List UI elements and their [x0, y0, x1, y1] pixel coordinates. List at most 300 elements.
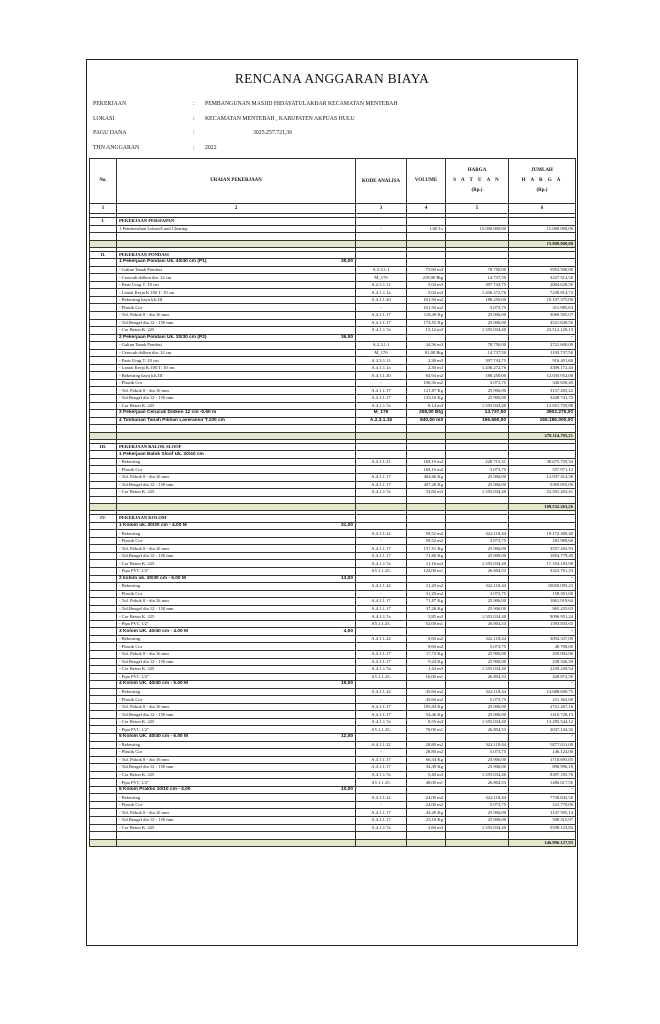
item-total: - — [509, 786, 576, 794]
item-total: 1854.779,49 — [509, 552, 576, 560]
item-code: - — [356, 643, 407, 651]
item-unit-price: 25.906,00 — [446, 817, 509, 825]
table-row — [90, 225, 576, 233]
item-total: 19.172.489,40 — [509, 530, 576, 538]
item-unit-price: 25.906,00 — [446, 552, 509, 560]
item-unit-price — [446, 522, 509, 530]
item-total: 19.107.375,00 — [509, 296, 576, 304]
table-body — [90, 214, 576, 847]
item-unit-price: 78.750,00 — [446, 266, 509, 274]
table-row — [90, 372, 576, 380]
item-code: M_176 — [356, 349, 407, 357]
item-volume — [407, 628, 446, 636]
item-description: 4 Kolom UK. 40/40 cm - 5.00 M 19,00 — [117, 681, 356, 689]
item-unit-price: 1.555.034,40 — [446, 489, 509, 497]
table-row — [90, 756, 576, 764]
item-code: A5.1.1.25. — [356, 726, 407, 734]
item-volume: 8,55 m3 — [407, 718, 446, 726]
section-total-row — [90, 504, 576, 511]
item-volume: 52,00 m1 — [407, 620, 446, 628]
item-volume: 63,94 m2 — [407, 372, 446, 380]
item-code: - — [356, 537, 407, 545]
item-quantity: 36,00 — [340, 334, 353, 340]
item-quantity: 12,00 — [340, 734, 353, 740]
item-code: A5.1.1.25. — [356, 673, 407, 681]
table-row — [90, 794, 576, 802]
item-code: A.4.1.1.17 — [356, 312, 407, 320]
subsection-row — [90, 522, 576, 530]
item-unit-price — [446, 681, 509, 689]
item-code: A.4.1.1.22 — [356, 741, 407, 749]
section-header — [90, 515, 576, 523]
table-row — [90, 281, 576, 289]
item-unit-price: 228.715,31 — [446, 458, 509, 466]
subsection-row — [90, 575, 576, 583]
table-row — [90, 605, 576, 613]
table-row — [90, 620, 576, 628]
item-unit-price: 322.118,44 — [446, 635, 509, 643]
item-unit-price: 25.906,00 — [446, 756, 509, 764]
item-unit-price: 1.555.034,40 — [446, 613, 509, 621]
item-volume: 48,00 m1 — [407, 779, 446, 787]
table-row — [90, 711, 576, 719]
item-total: 12.037.414,38 — [509, 473, 576, 481]
item-volume: 101,50 m2 — [407, 304, 446, 312]
item-unit-price: 1.436.272,76 — [446, 289, 509, 297]
item-description: - Pasir Urug T. 10 cm — [117, 357, 356, 365]
item-description: - Bekesting kayu kls III — [117, 296, 356, 304]
table-row — [90, 583, 576, 591]
item-description: - Lantai Kerja K.100 T. 10 cm — [117, 289, 356, 297]
table-row — [90, 613, 576, 621]
item-unit-price: 3.073,75 — [446, 304, 509, 312]
item-volume: 71,60 Kg — [407, 552, 446, 560]
table-row — [90, 319, 576, 327]
item-description: - Bekesting — [117, 458, 356, 466]
item-volume: 45,60 m2 — [407, 696, 446, 704]
item-description: - Pipa PVC 1/2" — [117, 726, 356, 734]
item-description: - Tul. Pokok 8 - dia 16 mm — [117, 598, 356, 606]
item-unit-price: 25.906,00 — [446, 481, 509, 489]
item-total: 5369.855,00 — [509, 481, 576, 489]
table-row — [90, 289, 576, 297]
item-description: 1 Pembersihan Lokasi/Land Clearing — [117, 225, 356, 233]
item-code: - — [356, 466, 407, 474]
item-volume: 31,20 m2 — [407, 590, 446, 598]
table-row — [90, 266, 576, 274]
item-description: - Galian Tanah Pondasi — [117, 266, 356, 274]
item-code: - — [356, 379, 407, 387]
table-row — [90, 473, 576, 481]
item-unit-price: 14.737,50 — [446, 410, 509, 418]
item-code: A.4.1.1.17 — [356, 481, 407, 489]
item-description: - Tul.Beugel dia 12 - 150 mm — [117, 605, 356, 613]
item-total: 23.512.120,13 — [509, 327, 576, 335]
blank-row — [90, 832, 576, 840]
section-title: PEKERJAAN BALOK SLOOF — [117, 443, 356, 451]
item-unit-price — [446, 734, 509, 742]
item-volume: 9,60 m2 — [407, 635, 446, 643]
item-total: 1718.695,05 — [509, 756, 576, 764]
item-total: 3323.761,33 — [509, 567, 576, 575]
item-description: - Pipa PVC 1/2" — [117, 567, 356, 575]
item-total: 3309.172,44 — [509, 364, 576, 372]
item-total: 52.591.263,41 — [509, 489, 576, 497]
item-code: A.4.1.1.17 — [356, 711, 407, 719]
item-description: - Tul. Pokok 8 - dia 16 mm — [117, 473, 356, 481]
item-unit-price: 26.804,53 — [446, 779, 509, 787]
table-row — [90, 703, 576, 711]
item-volume — [407, 575, 446, 583]
item-code: A.4.1.1.17 — [356, 319, 407, 327]
item-code: A.4.1.1.22 — [356, 688, 407, 696]
subsection-row — [90, 417, 576, 425]
item-total: 916.401,60 — [509, 357, 576, 365]
table-row — [90, 349, 576, 357]
item-total: 239.326,39 — [509, 658, 576, 666]
item-unit-price: 322.118,44 — [446, 583, 509, 591]
item-code: A.4.1.1.17 — [356, 387, 407, 395]
item-unit-price — [446, 259, 509, 267]
item-volume: 11,16 m3 — [407, 560, 446, 568]
item-total: 7730.842,50 — [509, 794, 576, 802]
blank-row — [90, 233, 576, 241]
item-unit-price: 25.906,00 — [446, 395, 509, 403]
table-row — [90, 673, 576, 681]
section-number: III. — [90, 443, 117, 451]
item-total: 311.985,63 — [509, 304, 576, 312]
item-code: M_176 — [356, 274, 407, 282]
item-volume: 59,52 m2 — [407, 537, 446, 545]
subsection-row — [90, 410, 576, 418]
table-row — [90, 274, 576, 282]
table-row — [90, 741, 576, 749]
item-volume — [407, 681, 446, 689]
item-unit-price: 25.906,00 — [446, 312, 509, 320]
table-row — [90, 387, 576, 395]
item-volume: 54,46 Kg — [407, 711, 446, 719]
item-description: - Plastik Cor — [117, 304, 356, 312]
item-unit-price: 1.555.034,40 — [446, 824, 509, 832]
item-volume: 133,16 Kg — [407, 395, 446, 403]
item-code — [356, 334, 407, 342]
item-total: 7238.814,72 — [509, 289, 576, 297]
item-volume: 44,29 Kg — [407, 809, 446, 817]
item-unit-price: 188.250,00 — [446, 296, 509, 304]
table-row — [90, 466, 576, 474]
table-row — [90, 801, 576, 809]
item-unit-price: 25.906,00 — [446, 809, 509, 817]
item-total: 3802.275,00 — [509, 410, 576, 418]
table-row — [90, 458, 576, 466]
item-code: A.4.1.1.1a — [356, 364, 407, 372]
item-code: A.4.1.1.7a — [356, 613, 407, 621]
item-volume: 5,04 m3 — [407, 289, 446, 297]
section-number: I. — [90, 218, 117, 226]
item-total: 890.996,18 — [509, 764, 576, 772]
item-code: - — [356, 304, 407, 312]
item-description: - Tul.Beugel dia 12 - 150 mm — [117, 552, 356, 560]
item-volume: 1,44 m3 — [407, 666, 446, 674]
item-code: A.4.1.1.17 — [356, 545, 407, 553]
item-description: - Cor Beton K. 225 — [117, 718, 356, 726]
item-unit-price — [446, 575, 509, 583]
item-description: - Tul.Beugel dia 12 - 150 mm — [117, 764, 356, 772]
item-total: 165.186.000,00 — [509, 417, 576, 425]
section-total: 15.000.000,00 — [509, 240, 576, 247]
item-volume: 9,60 m2 — [407, 643, 446, 651]
item-unit-price: 322.118,44 — [446, 794, 509, 802]
item-unit-price: 322.118,44 — [446, 688, 509, 696]
item-volume: 219,00 Btg — [407, 274, 446, 282]
table-row — [90, 718, 576, 726]
table-row — [90, 537, 576, 545]
section-total-row — [90, 432, 576, 439]
item-volume: 9,24 Kg — [407, 658, 446, 666]
item-total: 1393.835,65 — [509, 620, 576, 628]
item-volume: 3,60 m3 — [407, 824, 446, 832]
item-total: 38.675.759,34 — [509, 458, 576, 466]
item-total: 14.688.600,75 — [509, 688, 576, 696]
item-volume: 34,56 m3 — [407, 342, 446, 350]
table-row — [90, 658, 576, 666]
item-unit-price — [446, 451, 509, 459]
table-row — [90, 635, 576, 643]
item-volume: 81,00 Btg — [407, 349, 446, 357]
item-code — [356, 734, 407, 742]
item-description: - Tul.Beugel dia 12 - 150 mm — [117, 711, 356, 719]
item-code: - — [356, 590, 407, 598]
item-total: 5953.500,00 — [509, 266, 576, 274]
item-total: 3092.337,00 — [509, 635, 576, 643]
item-code: A.4.1.1.17 — [356, 756, 407, 764]
item-description: 5 Kolom UK. 40/40 cm - 6.00 M 12,00 — [117, 734, 356, 742]
item-quantity: 10,00 — [340, 787, 353, 793]
item-volume: 124,00 m1 — [407, 567, 446, 575]
info-lokasi: LOKASI : KECAMATAN MENTEBAH , KABUPATEN AKPUAS HULU — [93, 116, 355, 122]
item-unit-price: 397.743,75 — [446, 357, 509, 365]
item-volume — [407, 451, 446, 459]
table-row — [90, 726, 576, 734]
item-unit-price: 25.906,00 — [446, 598, 509, 606]
item-description: - Tul. Pokok 8 - dia 16 mm — [117, 545, 356, 553]
item-volume: 17,72 Kg — [407, 650, 446, 658]
item-code: A.4.1.1.17 — [356, 395, 407, 403]
item-code: A.4.1.1.17 — [356, 703, 407, 711]
subsection-row — [90, 259, 576, 267]
col-uraian: URAIAN PEKERJAAN — [117, 159, 356, 204]
item-code: A.4.1.1.17 — [356, 817, 407, 825]
item-unit-price: 25.906,00 — [446, 545, 509, 553]
item-description: 1 Pekerjaan Pondasi Uk. 40/40 cm (P1) 35,00 — [117, 259, 356, 267]
item-unit-price: 322.118,44 — [446, 530, 509, 538]
item-description: 1 Pekerjaan Balok Sloof Uk. 20/40 cm — [117, 451, 356, 459]
item-volume: 5,85 m3 — [407, 613, 446, 621]
item-total: - — [509, 734, 576, 742]
item-unit-price: 25.906,00 — [446, 387, 509, 395]
table-row — [90, 357, 576, 365]
item-code: A.4.1.1.1a — [356, 289, 407, 297]
item-code: A.4.1.1.7a — [356, 718, 407, 726]
item-volume: 31,20 m2 — [407, 583, 446, 591]
item-code: A.4.1.1.22 — [356, 635, 407, 643]
item-total: 2004.628,50 — [509, 281, 576, 289]
item-code — [356, 681, 407, 689]
item-description: - Cor Beton K. 225 — [117, 402, 356, 410]
table-row — [90, 666, 576, 674]
item-description: - Bekesting — [117, 688, 356, 696]
item-description: - Cor Beton K. 225 — [117, 489, 356, 497]
info-pagu-dana: PAGU DANA : 3025.257.721,36 — [93, 130, 293, 136]
item-unit-price: 25.906,00 — [446, 658, 509, 666]
item-volume: 8,14 m3 — [407, 402, 446, 410]
table-row — [90, 688, 576, 696]
item-total — [509, 522, 576, 530]
item-unit-price: 26.804,53 — [446, 620, 509, 628]
item-total: 181.989,60 — [509, 537, 576, 545]
item-unit-price — [446, 786, 509, 794]
item-volume: 33,82 m3 — [407, 489, 446, 497]
item-description: - Bekesting kayu kls III — [117, 372, 356, 380]
item-total: 9277.011,00 — [509, 741, 576, 749]
item-volume — [407, 259, 446, 267]
blank-row — [90, 496, 576, 504]
item-unit-price: 1.555.034,40 — [446, 327, 509, 335]
item-volume: 24,00 m2 — [407, 794, 446, 802]
item-description: - Tul. Pokok 8 - dia 16 mm — [117, 756, 356, 764]
item-unit-price: 196.650,00 — [446, 417, 509, 425]
item-description: - Cor Beton K. 225 — [117, 327, 356, 335]
item-unit-price: 26.604,53 — [446, 567, 509, 575]
table-row — [90, 304, 576, 312]
subsection-row — [90, 628, 576, 636]
item-code — [356, 522, 407, 530]
blank-row — [90, 425, 576, 433]
item-description: 6 Kolom Praktis 10/10 cm - 4.00 10,00 — [117, 786, 356, 794]
item-volume: 207,28 Kg — [407, 481, 446, 489]
item-total: 2239.249,54 — [509, 666, 576, 674]
item-description: 4 Timbunan Tanah Pilihan Laveransir T.100 cm — [117, 417, 356, 425]
item-unit-price: 1.436.272,76 — [446, 364, 509, 372]
item-unit-price — [446, 334, 509, 342]
item-code — [356, 259, 407, 267]
item-code — [356, 786, 407, 794]
item-total: - — [509, 681, 576, 689]
item-unit-price: 25.906,00 — [446, 319, 509, 327]
item-unit-price: 25.906,00 — [446, 703, 509, 711]
table-row — [90, 560, 576, 568]
item-total: 3227.512,50 — [509, 274, 576, 282]
item-total: 557.971,13 — [509, 466, 576, 474]
item-description: - Plastik Cor — [117, 801, 356, 809]
item-unit-price: 26.804,53 — [446, 673, 509, 681]
item-volume: 106,56 m2 — [407, 379, 446, 387]
item-code — [356, 575, 407, 583]
subsection-row — [90, 734, 576, 742]
item-total: 340.658,40 — [509, 379, 576, 387]
item-description: - Cerucuk dolken dia. 12 cm — [117, 274, 356, 282]
item-code: M_176 — [356, 410, 407, 418]
item-total: 3449.741,72 — [509, 395, 576, 403]
item-code: A5.1.1.25. — [356, 620, 407, 628]
table-row — [90, 643, 576, 651]
item-description: - Tul.Beugel dia 12 - 150 mm — [117, 395, 356, 403]
section-header — [90, 218, 576, 226]
item-volume: 169,10 m2 — [407, 466, 446, 474]
item-code: A.4.1.1.20 — [356, 372, 407, 380]
item-code: A.4.1.1.21 — [356, 458, 407, 466]
item-description: - Pipa PVC 1/2" — [117, 673, 356, 681]
item-unit-price: 25.906,00 — [446, 711, 509, 719]
col-harga-satuan: HARGA S A T U A N (Rp.) — [446, 159, 509, 204]
item-description: - Tul. Pokok 8 - dia 16 mm — [117, 703, 356, 711]
item-code: A.4.1.1.22 — [356, 794, 407, 802]
col-volume: VOLUME — [407, 159, 446, 204]
column-number-row: 1 2 3 4 5 6 — [90, 204, 576, 214]
item-description: - Plastik Cor — [117, 379, 356, 387]
item-code: - — [356, 749, 407, 757]
item-unit-price: 1.555.034,40 — [446, 560, 509, 568]
item-unit-price: 5.073,75 — [446, 749, 509, 757]
item-description: - Bekesting — [117, 635, 356, 643]
item-quantity: 35,00 — [340, 259, 353, 265]
item-unit-price: 1.555.034,40 — [446, 718, 509, 726]
item-code: A.2.3.1.15 — [356, 417, 407, 425]
table-header — [90, 159, 576, 204]
item-total: 1147.505,14 — [509, 809, 576, 817]
item-code: A.2.3.1.11 — [356, 357, 407, 365]
item-unit-price: 397.743,75 — [446, 281, 509, 289]
item-description: - Cor Beton K. 225 — [117, 613, 356, 621]
item-unit-price: 3.073,75 — [446, 590, 509, 598]
section-total: 146.896.127,95 — [509, 839, 576, 846]
section-total-row — [90, 240, 576, 247]
table-row — [90, 650, 576, 658]
table-row — [90, 327, 576, 335]
item-code: A.4.1.1.7a — [356, 666, 407, 674]
item-total: 1193.737,50 — [509, 349, 576, 357]
item-total: 1286.617,50 — [509, 779, 576, 787]
item-volume: 118,49 Kg — [407, 312, 446, 320]
item-description: - Bekesting — [117, 794, 356, 802]
item-unit-price — [446, 628, 509, 636]
item-total: 3157.205,22 — [509, 387, 576, 395]
item-volume: 24,00 m2 — [407, 801, 446, 809]
item-description: - Bekesting — [117, 741, 356, 749]
table-row — [90, 312, 576, 320]
item-quantity: 19,00 — [340, 681, 353, 687]
item-code: A.4.1.1.17 — [356, 605, 407, 613]
item-volume — [407, 334, 446, 342]
table-row — [90, 590, 576, 598]
col-kode: KODE ANALISA — [356, 159, 407, 204]
rab-sheet — [86, 59, 578, 946]
item-unit-price: 322.118,44 — [446, 741, 509, 749]
item-code: A.4.1.1.7a — [356, 489, 407, 497]
item-description: - Plastik Cor — [117, 749, 356, 757]
item-volume: 45,60 m2 — [407, 688, 446, 696]
item-volume: 37,26 Kg — [407, 605, 446, 613]
item-code: A.4.1.1.20 — [356, 296, 407, 304]
table-row — [90, 598, 576, 606]
item-volume: 5,40 m3 — [407, 771, 446, 779]
item-total: 459.002,06 — [509, 650, 576, 658]
table-row — [90, 379, 576, 387]
document-title: RENCANA ANGGARAN BIAYA — [234, 71, 430, 86]
item-volume: 105,04 Kg — [407, 703, 446, 711]
item-total: - — [509, 575, 576, 583]
item-total: 5598.123,84 — [509, 824, 576, 832]
